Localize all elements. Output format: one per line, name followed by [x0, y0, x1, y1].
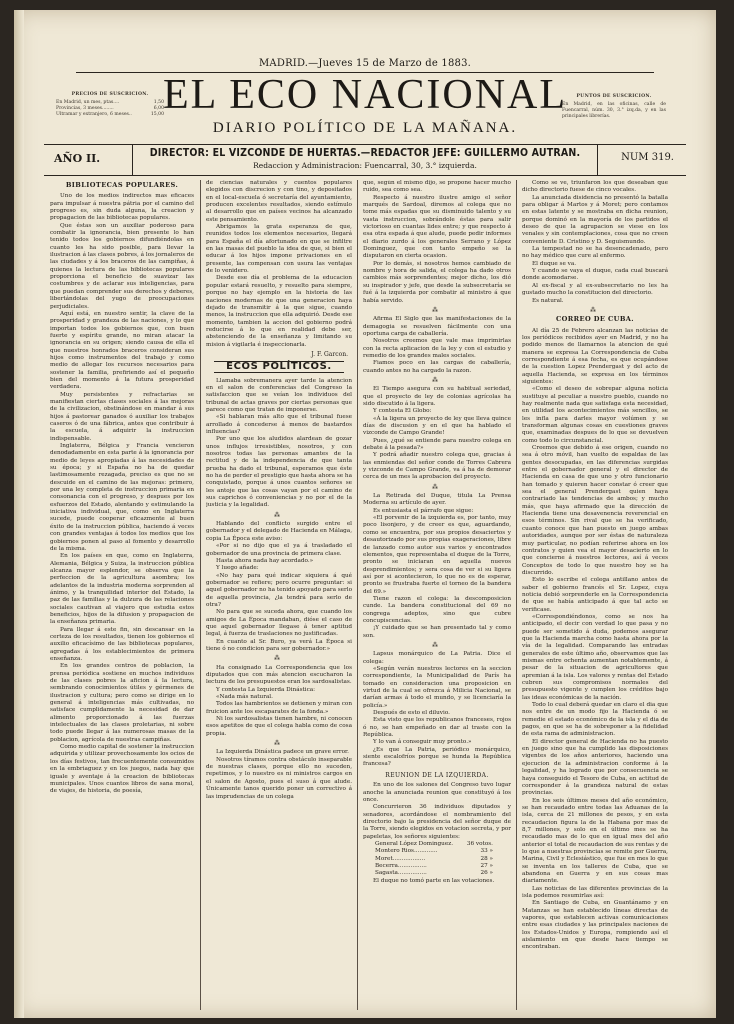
paragraph: Esta visto que los republicanos franceses, rojos ó no, se han empeñado en dar al traste con la República. [363, 717, 511, 739]
price-row-value: 1,50 [153, 100, 164, 105]
paragraph: Creemos que debido á ese origen, cuando no sea á otro móvil, han vuelto de espaldas de las gentes desocupadas, en las diferencias surgidas entre el gobernador general y el director de Hacienda en casa de que uno y otro funcionario han tomado y quieren hacer constar ó creer que sea el general Prendergast quien haya contrariado las tendencias de ambos; y mucho más, que haya afirmado que la dirección de Hacienda tiene una desavenencia reverencial en esos términos. Sin rival que se ha verificado, cuanto conoce que han puesto en juego ambas autoridades, aunque por ser éstas de naturaleza muy particular, no podían referirse ahora en los contratos y quien vea el mayor desacierto en lo que concierne á nuestros lectores, así á veces Conceptos de todo lo que nuestro hoy se ha discurrido. [522, 445, 668, 576]
paragraph: En uno de los salones del Congreso tuvo lugar anoche la anunciada reunion que constituyó á los once. [363, 782, 511, 803]
paragraph: Las noticias de las diferentes provincias de la isla podemos resumirlas así: [522, 885, 668, 899]
price-row [56, 112, 164, 118]
column-4 [522, 180, 668, 1012]
paragraph: El Tiempo asegura con su habitual seriedad, que el proyecto de ley de colonias agrícolas ha sido discutido á la ligera. [363, 386, 511, 407]
vote-count: 28 » [480, 855, 493, 862]
paragraph: ¿Es que La Patria, periódico monárquico, siente escalofríos porque se hunda la República francesa? [363, 746, 511, 768]
paragraph: Muy persistentes y refractarias se manifiestan ciertas clases sociales á las mejoras de la civilizacion, obstinándose en mandar á sus hijos á pastorear ganados ó auxiliar los trabajos caseros ó de una fábrica, antes que contribuir á la escuela, á adquirir la instruccion indispensable. [50, 391, 194, 442]
paragraph: Todos las hambrientos se detienen y miran con fruicion ante los escaparates de la fonda.» [206, 701, 352, 715]
paragraph: «Según verán nuestros lectores en la seccion correspondiente, la Municipalidad de París ha tomado en consideracion una proposicion en virtud de la cual se ofrezca á Milicia Nacional, se darían armas á todo el mundo, y se licenciaría la policía.» [363, 666, 511, 709]
newspaper-page [14, 10, 716, 1018]
paragraph: Por uno que los aludidos alardean de gozar unos influjos irresistibles, nosotros, y con nosotros todas las personas amantes de la rectitud y de la independencia de que tanta prueba ha dado el tribunal, esperamos que éste no ha de perder el prestigio que hasta ahora se ha conquistado, porque á unos cuantos señores se les antoje que las cosas vayan por el camino de sus caprichos ó conveniencias y no por el de la justicia y la legalidad. [206, 436, 352, 509]
paragraph: «Si hablaran más alto que el tribunal fuese arrollado á concederse á menos de bastardos influencias? [206, 414, 352, 435]
paragraph: Es entusiasta el párrafo que sigue: [373, 507, 474, 514]
paragraph: «No hay para qué indicar siquiera á qué gobernador se refiere; pero ocurre preguntar: si aquel gobernador no ha tenido apoyado para serlo de aquella provincia, ¿la tendrá para serlo de otra? [206, 572, 352, 608]
column-1 [50, 180, 194, 1012]
vote-row [363, 870, 511, 877]
separator-ornament: ⁂ [432, 483, 442, 491]
page-fold-shadow [14, 10, 24, 1018]
issue-number: NUM 319. [621, 152, 674, 163]
paragraph: Nosotros tíramos contra obstáculo inseparable de nuestras clases, porque ello no suceden, repetimos, y lo nuestro es ni ministros cargos en el salon de Agosto, pues el suso á que alude. Únicamente tanos querido poner un correctivo á las imprudencias de un colega [206, 756, 352, 800]
vote-name: Montero Rios............. [375, 848, 438, 855]
paragraph: Concurrieron 36 individuos diputados y senadores, acordándose el nombramiento del directorio bajo la presidencia del señor duque de la Torre, siendo elegidos en votacion secreta, y por papeletas, los señores siguientes: [363, 804, 511, 840]
paragraph: La Retirada del Duque, titula La Prensa Moderna su artículo de ayer. [363, 493, 511, 507]
subscription-points-box [562, 94, 666, 120]
separator-ornament: ⁂ [590, 306, 600, 314]
paragraph: «El porvenir de la izquierda es, por tanto, muy poco lisonjero, y de creer es que, aguardando, como se encuentra, por sus propios desaciertos y desautorizado por sus propias exageraciones, libre de lanzado como autor sus varios y encontrados elementos, que representaba el duque de la Torre, pronto se iniciaran en aquella nuevos desprendimientos; y sera cosa de ver si su ligera así por si acontecieron, lo que no es de esperar, pronto se frustraba fuerte el torneo de la bandera del 69.» [363, 515, 511, 595]
vote-row [363, 863, 511, 870]
vote-count: 26 » [480, 870, 493, 877]
paragraph: Fiamos poco en las cargas de caballería, cuando antes no ha cargado la razon. [363, 360, 511, 374]
paragraph: Ha consignado La Correspondencia que los diputados que con más atencion escucharon la lectura de los presupuestos eran los sardosalistas. [206, 664, 352, 686]
paragraph: Y lo van á conseguir muy pronto.» [373, 739, 472, 746]
price-row-label: En Madrid, un mes, ptas.... [56, 100, 120, 105]
info-divider-right [597, 145, 598, 175]
vote-name: Becerra................ [375, 862, 427, 869]
vote-name: Moret.................. [375, 855, 426, 862]
director-line: DIRECTOR: EL VIZCONDE DE HUERTAS.—REDACTOR JEFE: GUILLERMO AUTRAN. [149, 147, 581, 159]
paragraph: Y contesta La Izquierda Dinástica: [216, 686, 316, 693]
paragraph: Al día 25 de Febrero alcanzan las noticias de los periódicos recibidos ayer en Madrid, y no ha podido menos de llamarnos la atencion de qué manera se expresa La Correspondencia de Cuba correspondiente á esa fecha, es que ocupándose de la cuestion Lopez Prendergast y del acto de aquella Hacienda, se expresa en los términos siguientes: [522, 327, 668, 385]
paragraph: Es natural. [532, 297, 564, 304]
column-divider [200, 180, 201, 1010]
paragraph: Nosotros creemos que vale mas imprimirlas con la recta aplicacion de la ley y con el estudio y remedio de los grandes males sociales. [363, 338, 511, 359]
paragraph: Esto lo escribe el colega antillano antes de saber el gobierno francés el Sr. Lopez, cuya noticia debió sorprenderle en la Correspondencia de que se había anticipado á que tal acto se verificase. [522, 577, 668, 613]
paragraph: Que éstas son un auxiliar poderoso para combatir la ignorancia, bien presente lo han tenido todos los gobiernos difundiéndolas en cuanto les ha sido posible, para llevar la ilustracion á las clases pobres, á los jornaleros de las ciudades y á los braceros de las campiñas, á quienes la lectura de las bibliotecas populares proporciona el beneficio de suavizar las costumbres y de aclarar sus inteligencias, para que puedan comprender sus derechos y deberes, libertándolas del yugo de preocupaciones perjudiciales. [50, 222, 194, 310]
paragraph: Afirma El Siglo que las manifestaciones de la demagogia se resuelven fácilmente con una oportuna carga de caballería. [363, 316, 511, 337]
subscription-price-box [56, 92, 164, 118]
paragraph: El duque se va. [532, 260, 577, 267]
paragraph: Y luego añade: [216, 565, 259, 572]
vote-row [363, 841, 511, 848]
vote-count: 27 » [480, 862, 493, 869]
header-info-bar [44, 144, 686, 176]
paragraph: Aquí está, en nuestro sentir, la clave de la prosperidad y grandeza de las naciones, y lo que importan todos los gobiernos que, con buen fuerte y espíritu grande, no miran atacar la ignorancia en su origen; siendo causa de ella el que nuestros honrados braceros consideran sus hijos como instrumentos del trabajo y como medio de allegar los recursos necesarios para sostener la familia, prefiriendo así el pequeño bien del momento á la futura prosperidad verdadera. [50, 310, 194, 391]
vote-count: 33 » [480, 848, 493, 855]
paragraph: «Como el deseo de sobrepar alguna noticia sustituye al peculiar a nuestro pueblo, cuando no hay realmente nada que satisfaga esta necesidad, en utilidad los acontecimientos más sencillos, se les infla para darles mayor volúmen y se transforman algunas cosas en cuestiones graves que, examinadas despues de lo que se devuelven como todo lo circunstancial. [522, 386, 668, 444]
paragraph: Tiene razon el colega: la descomposicion cunde. La bandera constitucional del 69 no congrega adeptos, sino que cubre concupiscencias. [363, 595, 511, 624]
price-row-label: Ultramar y extranjero, 6 meses.. [56, 112, 132, 117]
article-heading-correo-de-cuba: CORREO DE CUBA. [555, 315, 635, 324]
paragraph: Y contesta El Globo: [373, 408, 432, 415]
paragraph: Y cuando se vaya el duque, cada cual buscará donde acomodarse. [522, 268, 668, 282]
paragraph: Hasta ahora nada hay acordado.» [216, 557, 314, 564]
paragraph: Llamaba sobremanera ayer tarde la atencion en el salon de conferencias del Congreso la satisfaccion que se veían los individuos del tribunal de actas graves por ciertas personas que parece como que tratan de imponerse. [206, 377, 352, 413]
article-heading-reunion: REUNION DE LA IZQUIERDA. [385, 771, 489, 779]
vote-count: 36 votos. [466, 840, 493, 847]
paragraph: Al ex-fiscal y al ex-subsecretario no les ha gustado mucho la constitucion del directorio. [522, 282, 668, 297]
points-box-text: En Madrid, en las oficinas, calle de Fuencarral, núm. 30, 3.° izq.da, y en las principales librerías. [562, 102, 666, 119]
paragraph: Pues, ¿qué se entiende para nuestro colega en debate á la pesada?» [363, 437, 511, 452]
column-3 [363, 180, 511, 1012]
points-box-title: PUNTOS DE SUSCRICION. [576, 94, 652, 99]
separator-ornament: ⁂ [274, 511, 284, 519]
article-signature: J. F. Garcon. [311, 350, 348, 358]
separator-ornament: ⁂ [432, 641, 442, 649]
paragraph: Ni los sardosalistas tienen hambre, ni conocen esos apetitos de que el colega habla como de cosa propia. [206, 716, 352, 737]
price-row-value: 15,00 [150, 112, 164, 117]
paragraph: Hablando del conflicto surgido entre el gobernador y el delegado de Hacienda en Málaga, copia La Época este aviso: [206, 521, 352, 542]
column-divider [516, 180, 517, 1010]
paragraph: Inglaterra, Bélgica y Francia vencieron denodadamente en esta parte á la ignorancia por medio de leyes apropiadas á las necesidades de su época; y si España no ha de quedar lastimosamente rezagada, preciso es que no se descuide en el camino de las mejoras: primero, por una ley completa de instruccion primaria en consonancia con el progreso, y despues por los esfuerzos del Estado, alentando y estimulando la iniciativa individual, que, como en Inglaterra sucede, puede cooperar eficazmente al buen éxito de la instruccion pública, haciendo á veces con grandes ventajas á todos los medios que los gobiernos ponen al paso al fomento y desarrollo de la misma. [50, 443, 194, 552]
paragraph: No para que se suceda ahora, que cuando los amigos de La Época mandaban, dióse el caso de que aquel gobernador llegase á tener aptitud legal, á fuerza de traslaciones no justificadas. [206, 609, 352, 638]
paragraph: «Á la ligera un proyecto de ley que lleva quince días de discusion y en el que ha hablado el vizconde de Campo Grande! [363, 415, 511, 437]
price-row-value: 6,00 [153, 106, 164, 111]
column-2 [206, 180, 352, 1012]
redaction-line: Redaccion y Administracion: Fuencarral, 30, 3.° izquierda. [253, 161, 477, 170]
price-box-title: PRECIOS DE SUSCRICION. [71, 92, 149, 97]
separator-ornament: ⁂ [274, 740, 284, 748]
vote-row [363, 856, 511, 863]
vote-name: Sagasta................ [375, 870, 427, 877]
paragraph: La tempestad no se ha desencadenado, pero no hay médico que cure al enfermo. [522, 246, 668, 260]
paragraph: En los seis últimos meses del año económico, se han recaudado entre todas las Aduanas de la isla, cerca de 21 millones de pesos, y en esta recaudacion figura la de la Habana por mas de 8,7 millones, y solo en el último mes se ha recaudado mas de lo que en igual mes del año anterior el total de recaudacion de sus rentas y de lo que a nuestras provincias se remite por Guerra, Marina, Civil y Eclesiástico, que fue en mes lo que se inventa en los talleres de Cuba, que se abandona en Guerra y en sus cosas mas diariamente. [522, 797, 668, 885]
separator-ornament: ⁂ [274, 655, 284, 663]
paragraph: En Santiago de Cuba, en Guantánamo y en Matanzas se han establecido líneas directas de vapores, que establecen activas comunicaciones entre esas ciudades y las principales naciones de los Estados-Unidos y Europa, rompiendo así el aislamiento en que desde hace tiempo se encontraban. [522, 900, 668, 951]
paragraph: La anunciada disidencia no presentó la batalla para obligar á Martos y á Moret; pero contamos en estas latente y se mostraba en dicha reunion, porque dominó en la mayoría de los partidos el deseo de que la agrupacion se viese en los venales y sin contemplaciones, cosa que no creen conveniente D. Cristino y D. Seguismundo. [522, 194, 668, 245]
paragraph: Después de esto el diluvio. [373, 710, 450, 717]
paragraph: «Correspondiéndonos, como se nos ha anticipado, el decir con verdad lo que pasa y no puede ser sometido á duda, podemos asegurar que la Hacienda marcha como hasta ahora por la vía de la legalidad. Comparando las entradas generales de este último año, observamos que las mismas entre ochenta aumentan notablemente, á pesar de la situacion de agricultores que apremian á la isla. Los valores y rentas del Estado cubren sus compromisos normales del presupuesto vigente y cumplen los créditos bajo las ideas económicas de la nación. [522, 613, 668, 701]
paragraph: «Nada más natural. [216, 694, 273, 701]
paragraph: En los países en que, como en Inglaterra, Alemania, Bélgica y Suiza, la instruccion pública alcanza mayor esplendor, se observa que la perfeccion de la agricultura asombra; los adelantos de la industria moderna sorprenden al ánimo, y la tranquilidad interior del Estado, la paz de las familias y la dulzura de las relaciones sociales cautivan al viajero que estudia estos beneficios, hijos de la difusion y propagacion de la enseñanza primaria. [50, 553, 194, 626]
paragraph: Abrigamos la grata esperanza de que, reunidos todos los elementos necesarios, llegará para España el día afortunado en que se infiltre en las masas del pueblo la idea de que, si bien el educar á los hijos impone privaciones en el presente, las compensan con usura las ventajas de lo venidero. [206, 224, 352, 275]
separator-ornament: ⁂ [432, 376, 442, 384]
paragraph: Como se ve, triunfaron los que deseaban que dicho directorio fuese de cinco vocales. [522, 180, 668, 194]
price-row-label: Provincias, 3 meses........ [56, 106, 114, 111]
paragraph: Por lo demás, si nosotros hemos cambiado de nombre y hora de salida, el colega ha dado otros cambios más sorprendentes; mejor dicho, los dió su inspirador y jefe, que desde la subsecretaría se fué á la izquierda por combatir al ministro á que había servido. [363, 260, 511, 304]
paragraph: El duque no tomó parte en las votaciones. [373, 877, 495, 884]
paragraph: de ciencias naturales y cuentos populares elegidos con discrecion y con tino, y depositados en el local-escuela ó secretaría del ayuntamiento, producen excelentes resultados, siendo estímulo al desarrollo que en países vecinos ha alcanzado este pensamiento. [206, 180, 352, 223]
paragraph: En los grandes centros de poblacion, la prensa periódica sostiene en muchos individuos de las clases pobres la aficion á la lectura, sembrando conocimientos útiles y gérmenes de ilustracion y cultura; pero como se dirige en lo general á inteligencias más cultivadas, no satisface cumplidamente la necesidad de dar alimento proporcionado á las fuerzas intelectuales de las clases proletarias, ni sobre todo puede llegar á las numerosas masas de la poblacion, agrícola de nuestras campiñas. [50, 663, 194, 743]
column-divider [357, 180, 358, 1010]
vote-row [363, 848, 511, 855]
masthead-title: EL ECO NACIONAL [162, 72, 568, 118]
paragraph: Lapsus monárquico de La Patria. Dice el colega: [363, 651, 511, 665]
paragraph: Como medio capital de sostener la instruccion adquirida y utilizar provechosamente los ocios de los días festivos, tan frecuentemente consumidos en la embriaguez y en los juegos, nada hay que iguale y aventaje á la creacion de bibliotecas municipales. Unos cuantos libros de sana moral, de viajes, de historia, de poesía, [50, 744, 194, 795]
section-title-ecos-politicos: ECOS POLÍTICOS. [214, 361, 344, 372]
paragraph: Y podrá añadir nuestro colega que, gracias á las enmiendas del señor conde de Torres Cabrera y vizconde de Campo Grande, va á ha de demorar cerca de un mes la aprobacion del proyecto. [363, 452, 511, 481]
paragraph: Todo lo cual deberá quedar en claro el dia que nos entre de un modo fijo la Hacienda ó se remedie el estado económico de la isla y el dia de pagos, en que se ha de sobreponer a la fidelidad de esta rama de administracion. [522, 702, 668, 738]
paragraph: ¡Y cuidado que se han presentado tal y como son. [363, 625, 511, 639]
paragraph: Para llegar á este fin, sin descansar en la certeza de los resultados, tienen los gobiernos el auxilio eficacísimo de las bibliotecas populares, agregadas á los establecimientos de primera enseñanza. [50, 626, 194, 662]
vote-name: General López Dominguez. [375, 840, 454, 847]
paragraph: Respecto á nuestro ilustre amigo el señor marqués de Sardoal, diremos al colega que no tome más espadas que su disminuido talento y su vasta instruccion, sobrándole éstas para salir victorioso en cuantas lides entre; y que respecto á esa otra espada á que alude, puede pedir informes el diario zurdo á los generales Serrano y López Dominguez, que con tanto empeño se la disputaron en cierta ocasion. [363, 194, 511, 260]
dateline: MADRID.—Jueves 15 de Marzo de 1883. [258, 58, 472, 69]
separator-ornament: ⁂ [432, 306, 442, 314]
paragraph: El director general de Hacienda no ha puesto en juego sino que ha cumplido las disposiciones vigentes de los años anteriores, haciendo una ejecucion de la administracion conforme á la legalidad, y ha logrado que por consecuencia se haya conseguido el Tesoro de Cuba, en actitud de corresponder á la grandeza natural de estas provincias. [522, 738, 668, 797]
article-heading-bibliotecas: BIBLIOTECAS POPULARES. [65, 181, 179, 189]
paragraph: Uno de los medios indirectos mas eficaces para impulsar á nuestra pátria por el camino del progreso es, sin duda alguna, la creacion y propagacion de las bibliotecas populares. [50, 193, 194, 222]
masthead-subtitle: DIARIO POLÍTICO DE LA MAÑANA. [212, 120, 518, 136]
paragraph: La Izquierda Dinástica padece un grave error. [216, 749, 349, 756]
year-label: AÑO II. [54, 152, 101, 165]
info-divider-left [132, 145, 133, 175]
paragraph: «Por si no dijo que el ya á trasladado el gobernador de una provincia de primera clase. [206, 543, 352, 557]
paragraph: En cuanto al Sr. Buro, ya verá La Época si tiene ó no condicion para ser gobernador.» [206, 638, 352, 652]
paragraph: que, según el mismo dijo, se propone hacer mucho ruido, sea como sea. [363, 180, 511, 194]
paragraph: Desde ese día el problema de la educacion popular estará resuelto, y resuelto para siempre, porque no hay ejemplo en la historia de las naciones modernas de que una generacion haya dejado de transmitir á la que sigue, cuando menos, la instruccion que ella adquirió. Desde ese momento, tambien la accion del gobierno podrá reducirse á lo que en realidad debe ser, abstenciendo de la enseñanza y limitando su mision á vigilarla é inspeccionarla. [206, 275, 352, 348]
